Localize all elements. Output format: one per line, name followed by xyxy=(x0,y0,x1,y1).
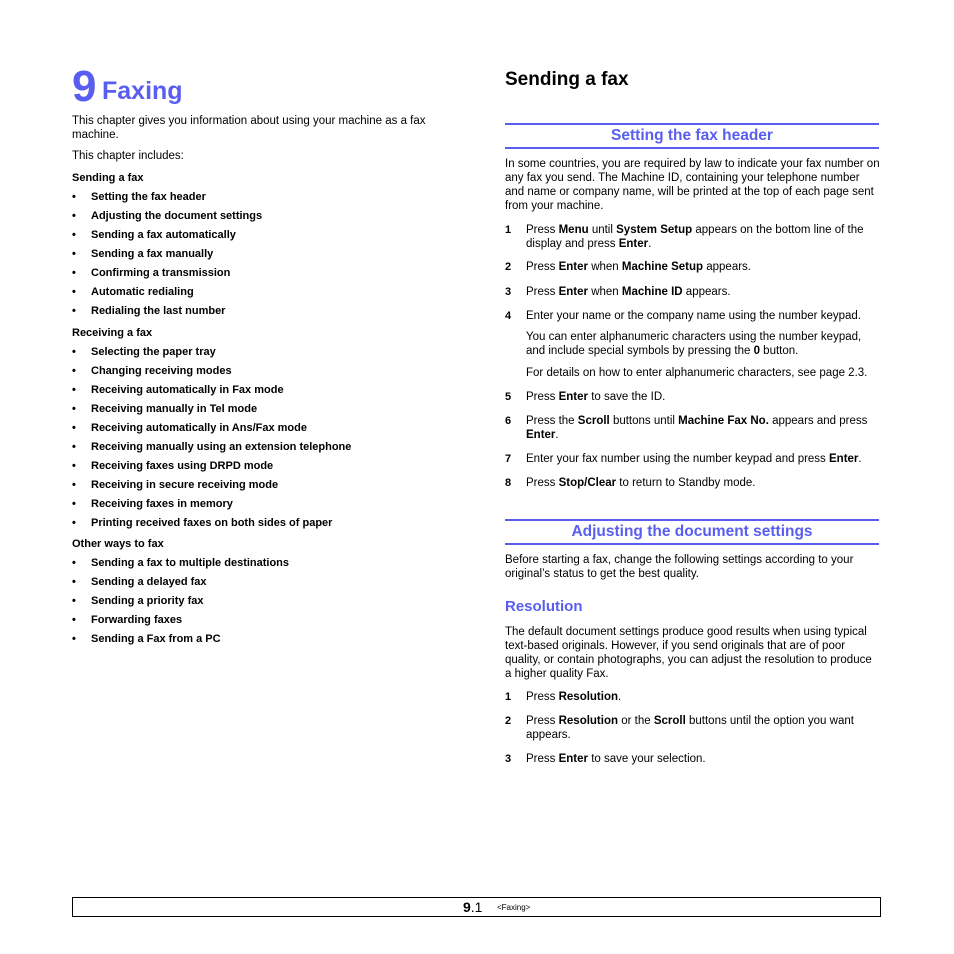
bullet-icon: • xyxy=(72,286,76,298)
text-run: Enter your fax number using the number keypad and press xyxy=(526,453,830,465)
text-run: buttons until xyxy=(609,415,679,427)
toc-list-item xyxy=(72,460,452,474)
bold-term: System Setup xyxy=(616,224,693,236)
step-text xyxy=(526,414,881,442)
toc-list-item xyxy=(72,633,452,647)
bullet-icon: • xyxy=(72,498,76,510)
bullet-icon: • xyxy=(72,557,76,569)
step-number: 3 xyxy=(505,753,512,765)
text-run: when xyxy=(588,261,622,273)
toc-item-text: Receiving manually in Tel mode xyxy=(91,403,258,415)
text-run: Press xyxy=(526,261,559,273)
toc-list-item xyxy=(72,557,452,571)
toc-list-item xyxy=(72,498,452,512)
text-run: Enter your name or the company name using the number keypad. xyxy=(526,310,861,322)
text-run: appears. xyxy=(682,286,731,298)
text-run: Press the xyxy=(526,415,578,427)
bullet-icon: • xyxy=(72,595,76,607)
bullet-icon: • xyxy=(72,422,76,434)
bullet-icon: • xyxy=(72,267,76,279)
subhead-fax-header-text: Setting the fax header xyxy=(611,127,773,144)
page-number-chapter: 9 xyxy=(463,899,471,915)
bold-term: Stop/Clear xyxy=(558,477,617,489)
step-text xyxy=(526,752,881,766)
bold-term: Scroll xyxy=(577,415,610,427)
text-run: . xyxy=(618,691,622,703)
toc-list-item xyxy=(72,229,452,243)
toc-item-text: Changing receiving modes xyxy=(91,365,232,377)
bullet-icon: • xyxy=(72,633,76,645)
footer-chapter-label: <Faxing> xyxy=(497,903,531,912)
toc-item-text: Confirming a transmission xyxy=(91,267,231,279)
bold-term: Enter xyxy=(618,238,649,250)
toc-item-text: Adjusting the document settings xyxy=(91,210,263,222)
resolution-intro: The default document settings produce good results when using typical text-based originals. However, if you send originals that are of poor quality, or contain photographs, you can adjust the resolution to produce a higher quality Fax. xyxy=(505,626,872,680)
toc-item-text: Receiving manually using an extension telephone xyxy=(91,441,352,453)
toc-group-label: Sending a fax xyxy=(72,172,144,184)
toc-item-text: Receiving automatically in Ans/Fax mode xyxy=(91,422,307,434)
bullet-icon: • xyxy=(72,479,76,491)
bullet-icon: • xyxy=(72,441,76,453)
page-number xyxy=(463,899,482,915)
text-run: button. xyxy=(759,345,799,357)
text-run: Press xyxy=(526,715,559,727)
toc-item-text: Receiving in secure receiving mode xyxy=(91,479,279,491)
toc-item-text: Forwarding faxes xyxy=(91,614,183,626)
bold-term: Enter xyxy=(558,753,588,765)
toc-list-item xyxy=(72,422,452,436)
step-text xyxy=(526,390,881,404)
chapter-title: Faxing xyxy=(102,77,183,105)
step-text xyxy=(526,309,881,323)
toc-item-text: Printing received faxes on both sides of paper xyxy=(91,517,333,529)
toc-group-label: Receiving a fax xyxy=(72,327,153,339)
bold-term: Menu xyxy=(558,224,589,236)
step-number: 1 xyxy=(505,224,512,236)
bullet-icon: • xyxy=(72,210,76,222)
subhead-document-settings-text: Adjusting the document settings xyxy=(571,523,813,540)
toc-list-item xyxy=(72,614,452,628)
step-note: For details on how to enter alphanumeric characters, see page 2.3. xyxy=(526,367,868,379)
bullet-icon: • xyxy=(72,365,76,377)
step-text xyxy=(526,285,881,299)
step-number: 8 xyxy=(505,477,512,489)
section-title: Sending a fax xyxy=(505,69,629,90)
bullet-icon: • xyxy=(72,403,76,415)
step-text xyxy=(526,714,881,742)
step-text xyxy=(526,260,881,274)
text-run: Press xyxy=(526,753,559,765)
text-run: or the xyxy=(618,715,654,727)
subhead-document-settings xyxy=(505,519,879,545)
text-run: . xyxy=(555,429,559,441)
toc-item-text: Redialing the last number xyxy=(91,305,226,317)
bullet-icon: • xyxy=(72,460,76,472)
toc-item-text: Selecting the paper tray xyxy=(91,346,216,358)
toc-item-text: Sending a priority fax xyxy=(91,595,204,607)
toc-list-item xyxy=(72,286,452,300)
bullet-icon: • xyxy=(72,248,76,260)
step-number: 7 xyxy=(505,453,512,465)
text-run: to return to Standby mode. xyxy=(616,477,756,489)
step-number: 2 xyxy=(505,261,512,273)
chapter-heading xyxy=(72,62,492,112)
toc-list-item xyxy=(72,576,452,590)
bold-term: Resolution xyxy=(558,715,619,727)
text-run: Press xyxy=(526,477,559,489)
bullet-icon: • xyxy=(72,576,76,588)
bold-term: Enter xyxy=(558,261,588,273)
page-footer xyxy=(72,897,881,917)
chapter-intro: This chapter gives you information about using your machine as a fax machine. xyxy=(72,115,426,141)
toc-list-item xyxy=(72,595,452,609)
step-number: 3 xyxy=(505,286,512,298)
step-number: 2 xyxy=(505,715,512,727)
text-run: You can enter alphanumeric characters using the number keypad, and include special symbols by pressing the xyxy=(526,331,862,357)
text-run: appears. xyxy=(703,261,751,273)
toc-item-text: Setting the fax header xyxy=(91,191,206,203)
toc-item-text: Sending a fax manually xyxy=(91,248,214,260)
toc-list-item xyxy=(72,384,452,398)
text-run: when xyxy=(588,286,622,298)
text-run: Press xyxy=(526,286,559,298)
toc-item-text: Receiving automatically in Fax mode xyxy=(91,384,284,396)
bold-term: Machine ID xyxy=(621,286,683,298)
toc-list-item xyxy=(72,210,452,224)
step-text xyxy=(526,476,881,490)
text-run: Press xyxy=(526,691,559,703)
toc-list-item xyxy=(72,267,452,281)
document-settings-intro: Before starting a fax, change the following settings according to your original’s status to get the best quality. xyxy=(505,554,854,580)
text-run: Press xyxy=(526,391,559,403)
toc-item-text: Automatic redialing xyxy=(91,286,194,298)
toc-group-label: Other ways to fax xyxy=(72,538,164,550)
bullet-icon: • xyxy=(72,346,76,358)
step-text xyxy=(526,223,881,251)
bold-term: Scroll xyxy=(653,715,686,727)
text-run: until xyxy=(588,224,617,236)
text-run: . xyxy=(648,238,652,250)
toc-list-item xyxy=(72,191,452,205)
bold-term: Enter xyxy=(558,391,588,403)
step-number: 5 xyxy=(505,391,512,403)
bullet-icon: • xyxy=(72,614,76,626)
bullet-icon: • xyxy=(72,384,76,396)
step-number: 6 xyxy=(505,415,512,427)
chapter-number: 9 xyxy=(72,62,97,111)
toc-list-item xyxy=(72,403,452,417)
bullet-icon: • xyxy=(72,305,76,317)
toc-item-text: Sending a Fax from a PC xyxy=(91,633,221,645)
step-text xyxy=(526,452,881,466)
toc-list-item xyxy=(72,441,452,455)
bullet-icon: • xyxy=(72,517,76,529)
page-number-sub: .1 xyxy=(470,899,483,915)
toc-item-text: Sending a fax to multiple destinations xyxy=(91,557,290,569)
toc-item-text: Receiving faxes using DRPD mode xyxy=(91,460,274,472)
bold-term: Enter xyxy=(558,286,588,298)
step-text xyxy=(526,690,881,704)
text-run: Press xyxy=(526,224,559,236)
fax-header-intro: In some countries, you are required by law to indicate your fax number on any fax you send. The Machine ID, containing your telephone number and name or company name, will be printed at the top of each page sent from your machine. xyxy=(505,158,880,212)
text-run: to save the ID. xyxy=(588,391,666,403)
toc-item-text: Receiving faxes in memory xyxy=(91,498,233,510)
bold-term: Machine Setup xyxy=(621,261,704,273)
chapter-includes: This chapter includes: xyxy=(72,150,184,162)
toc-list-item xyxy=(72,479,452,493)
toc-item-text: Sending a delayed fax xyxy=(91,576,207,588)
step-note xyxy=(526,330,881,358)
toc-list-item xyxy=(72,248,452,262)
text-run: to save your selection. xyxy=(588,753,706,765)
bold-term: Machine Fax No. xyxy=(678,415,769,427)
toc-list-item xyxy=(72,305,452,319)
toc-item-text: Sending a fax automatically xyxy=(91,229,236,241)
bold-term: Resolution xyxy=(558,691,619,703)
toc-list-item xyxy=(72,365,452,379)
text-run: buttons until the option you want appears. xyxy=(526,715,854,741)
step-number: 4 xyxy=(505,310,512,322)
step-number: 1 xyxy=(505,691,512,703)
text-run: appears and press xyxy=(768,415,868,427)
subhead-fax-header xyxy=(505,123,879,149)
bullet-icon: • xyxy=(72,191,76,203)
resolution-heading: Resolution xyxy=(505,598,583,615)
bold-term: Enter xyxy=(829,453,859,465)
bold-term: 0 xyxy=(753,345,760,357)
text-run: . xyxy=(858,453,862,465)
bold-term: Enter xyxy=(526,429,556,441)
bullet-icon: • xyxy=(72,229,76,241)
text-run: appears on the bottom line of the display and press xyxy=(526,224,864,250)
toc-list-item xyxy=(72,346,452,360)
toc-list-item xyxy=(72,517,452,531)
